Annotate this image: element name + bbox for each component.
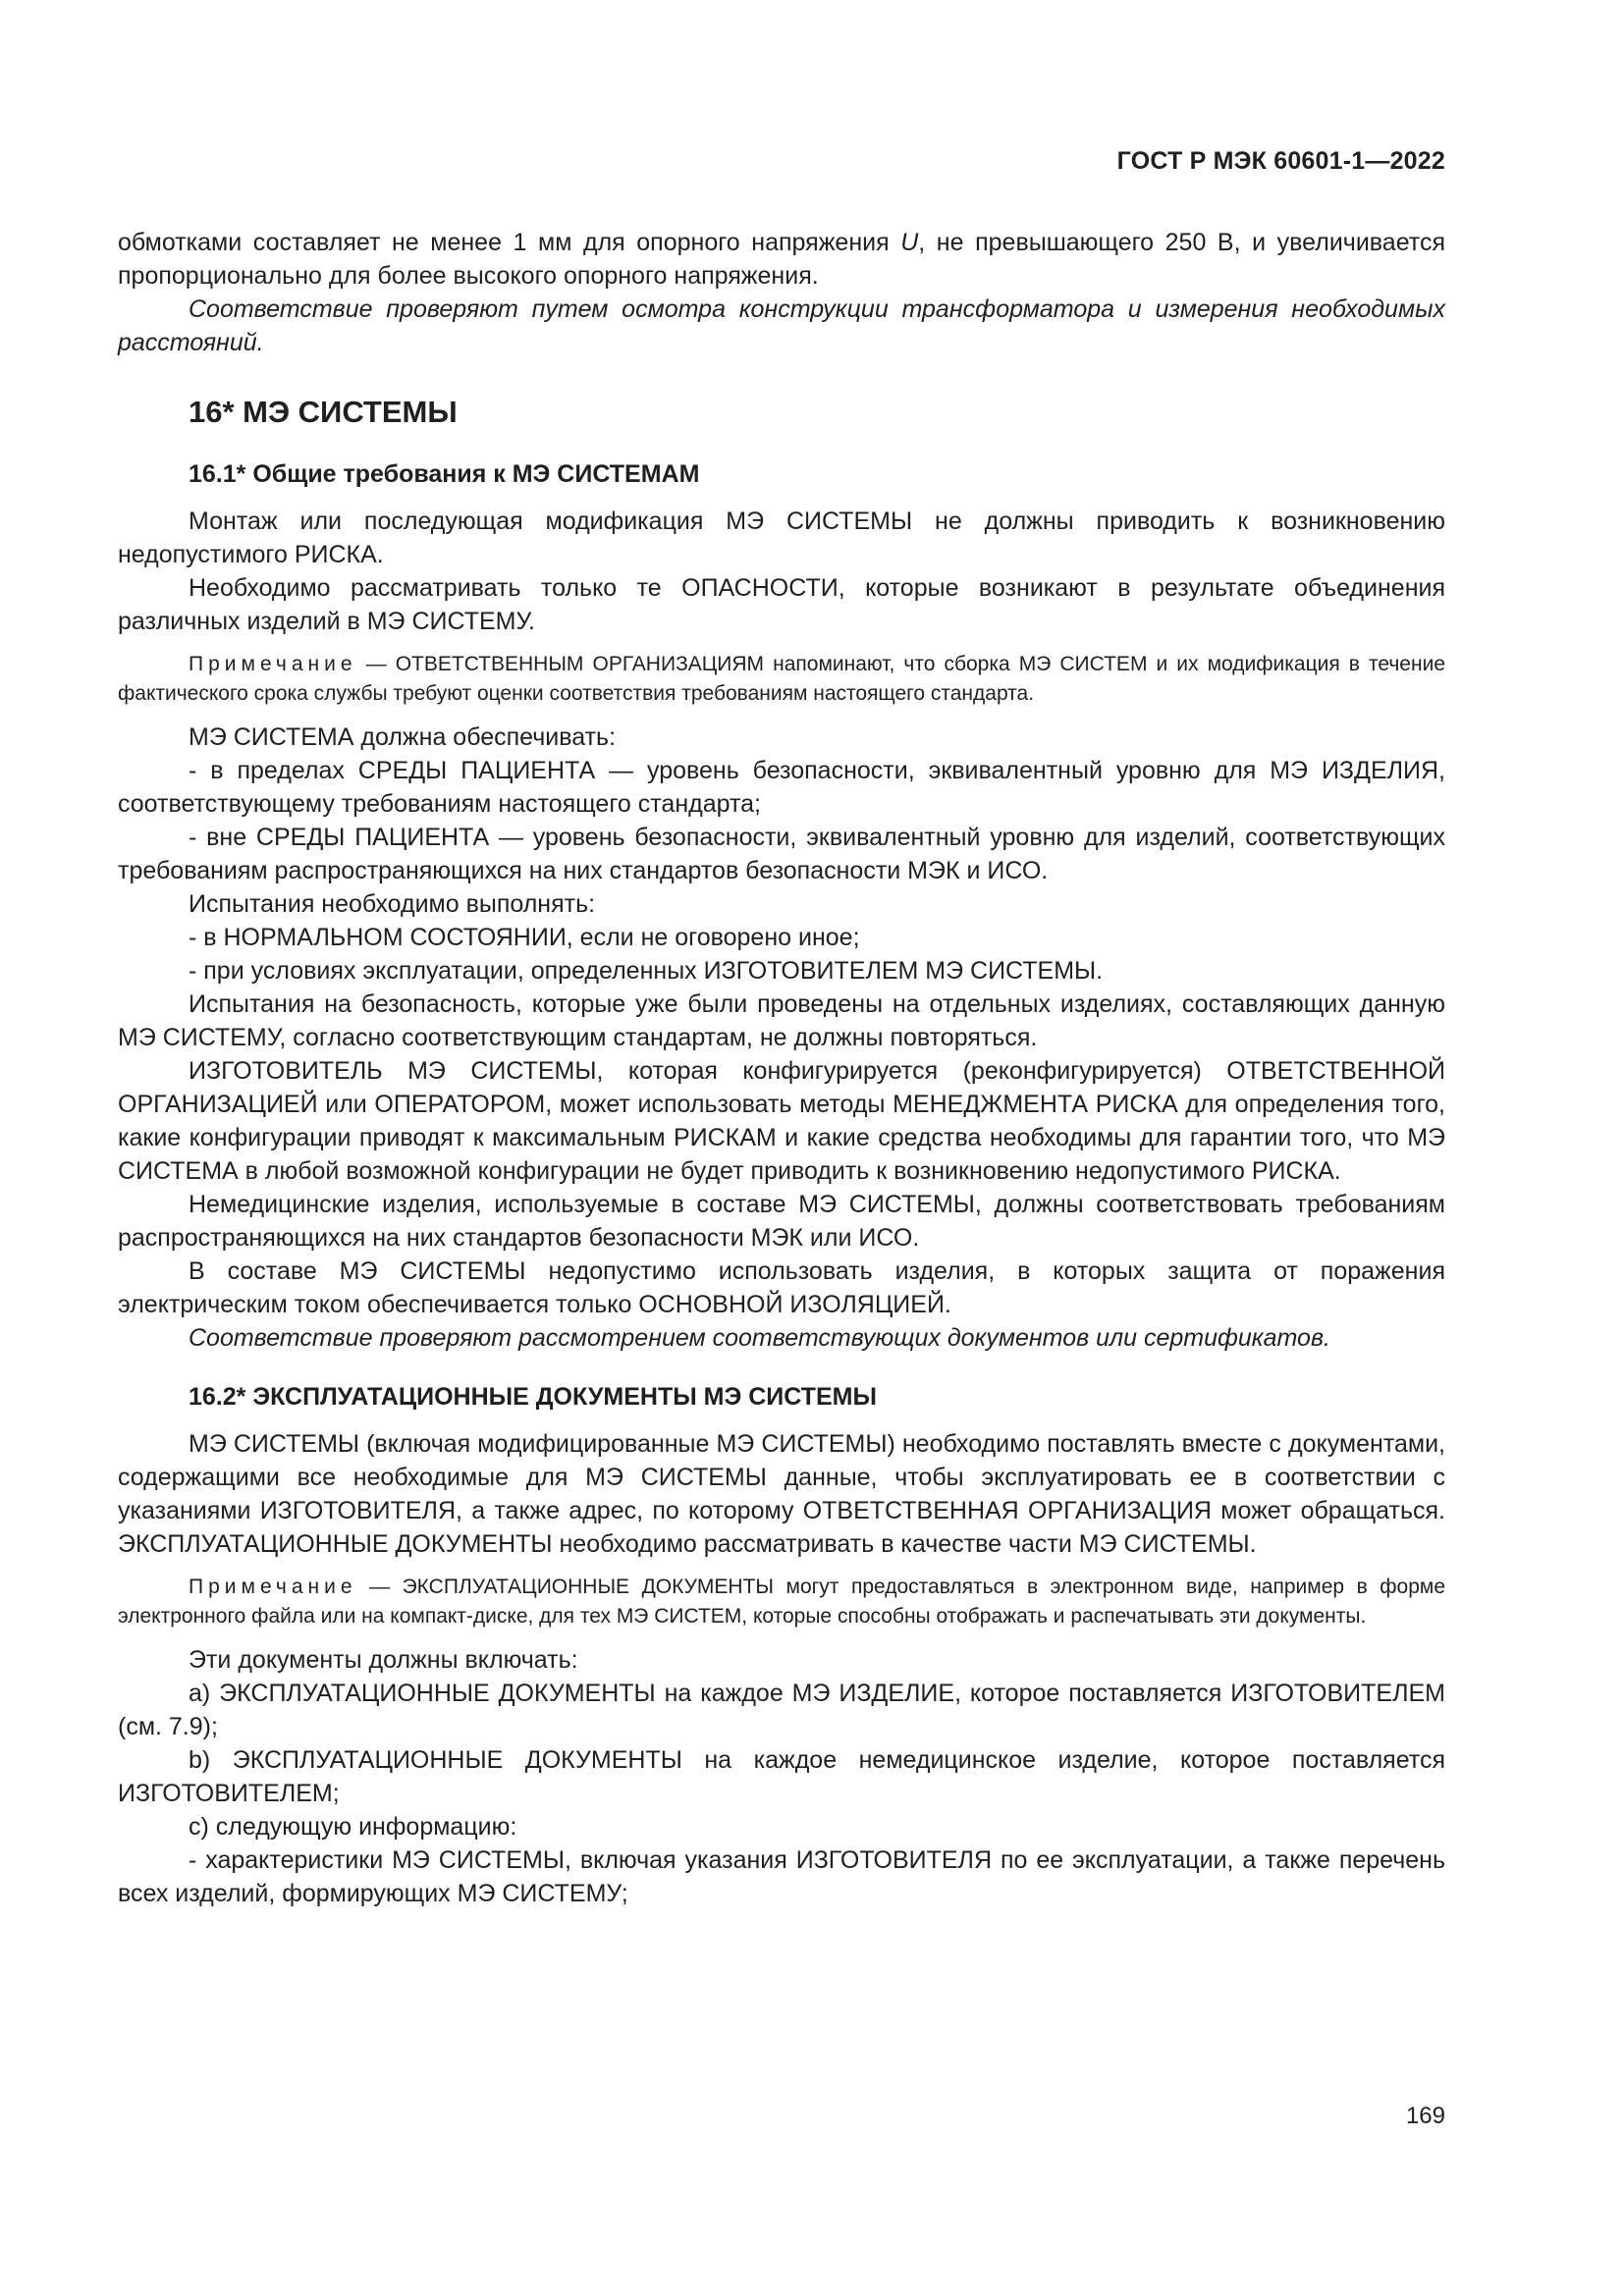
intro-compliance: Соответствие проверяют путем осмотра конструкции трансформатора и измерения необходимых расстояний. bbox=[118, 295, 1445, 356]
s161-paragraph-7: - в НОРМАЛЬНОМ СОСТОЯНИИ, если не оговорено иное; bbox=[189, 924, 860, 951]
note-text: — ЭКСПЛУАТАЦИОННЫЕ ДОКУМЕНТЫ могут предоставляться в электронном виде, например в форме электронного файла или на компакт-диске, для тех МЭ СИСТЕМ, которые способны отображать и распечатывать эти документы. bbox=[118, 1575, 1445, 1628]
intro-text-a: обмотками составляет не менее 1 мм для опорного напряжения bbox=[118, 229, 901, 256]
s161-compliance: Соответствие проверяют рассмотрением соответствующих документов или сертификатов. bbox=[189, 1324, 1330, 1352]
section-16-2-title: 16.2* ЭКСПЛУАТАЦИОННЫЕ ДОКУМЕНТЫ МЭ СИСТЕМЫ bbox=[189, 1383, 877, 1411]
intro-text-b: , не превышающего 250 В, и увеличивается пропорционально для более высокого опорного напряжения. bbox=[118, 229, 1445, 290]
section-16-title: 16* МЭ СИСТЕМЫ bbox=[189, 395, 458, 429]
s161-paragraph-8: - при условиях эксплуатации, определенных ИЗГОТОВИТЕЛЕМ МЭ СИСТЕМЫ. bbox=[189, 957, 1104, 985]
document-body bbox=[118, 226, 1445, 1910]
s161-paragraph-11: Немедицинские изделия, используемые в составе МЭ СИСТЕМЫ, должны соответствовать требованиям распространяющихся на них стандартов безопасности МЭК или ИСО. bbox=[118, 1191, 1445, 1252]
s161-paragraph-10: ИЗГОТОВИТЕЛЬ МЭ СИСТЕМЫ, которая конфигурируется (реконфигурируется) ОТВЕТСТВЕННОЙ ОРГАНИЗАЦИЕЙ или ОПЕРАТОРОМ, может использовать методы МЕНЕДЖМЕНТА РИСКА для определения того, какие конфигурации приводят к максимальным РИСКАМ и какие средства необходимы для гарантии того, что МЭ СИСТЕМА в любой возможной конфигурации не будет приводить к возникновению недопустимого РИСКА. bbox=[118, 1057, 1445, 1185]
s161-paragraph-5: - вне СРЕДЫ ПАЦИЕНТА — уровень безопасности, эквивалентный уровню для изделий, соответствующих требованиям распространяющихся на них стандартов безопасности МЭК и ИСО. bbox=[118, 824, 1445, 884]
note-label: Примечание bbox=[189, 1575, 357, 1598]
s162-item-a: a) ЭКСПЛУАТАЦИОННЫЕ ДОКУМЕНТЫ на каждое МЭ ИЗДЕЛИЕ, которое поставляется ИЗГОТОВИТЕЛЕМ (см. 7.9); bbox=[118, 1680, 1445, 1740]
voltage-symbol: U bbox=[900, 229, 919, 256]
note-text: — ОТВЕТСТВЕННЫМ ОРГАНИЗАЦИЯМ напоминают, что сборка МЭ СИСТЕМ и их модификация в течение фактического срока службы требуют оценки соответствия требованиям настоящего стандарта. bbox=[118, 653, 1445, 705]
s162-paragraph-1: МЭ СИСТЕМЫ (включая модифицированные МЭ СИСТЕМЫ) необходимо поставлять вместе с документами, содержащими все необходимые для МЭ СИСТЕМЫ данные, чтобы эксплуатировать ее в соответствии с указаниями ИЗГОТОВИТЕЛЯ, а также адрес, по которому ОТВЕТСТВЕННАЯ ОРГАНИЗАЦИЯ может обращаться. ЭКСПЛУАТАЦИОННЫЕ ДОКУМЕНТЫ необходимо рассматривать в качестве части МЭ СИСТЕМЫ. bbox=[118, 1430, 1445, 1558]
s162-item-b: b) ЭКСПЛУАТАЦИОННЫЕ ДОКУМЕНТЫ на каждое немедицинское изделие, которое поставляется ИЗГОТОВИТЕЛЕМ; bbox=[118, 1746, 1445, 1807]
s161-paragraph-2: Необходимо рассматривать только те ОПАСНОСТИ, которые возникают в результате объединения различных изделий в МЭ СИСТЕМУ. bbox=[118, 574, 1445, 635]
document-id-header: ГОСТ Р МЭК 60601-1—2022 bbox=[1116, 147, 1445, 175]
s161-paragraph-12: В составе МЭ СИСТЕМЫ недопустимо использовать изделия, в которых защита от поражения электрическим током обеспечивается только ОСНОВНОЙ ИЗОЛЯЦИЕЙ. bbox=[118, 1257, 1445, 1318]
s162-item-c-1: - характеристики МЭ СИСТЕМЫ, включая указания ИЗГОТОВИТЕЛЯ по ее эксплуатации, а также перечень всех изделий, формирующих МЭ СИСТЕМУ; bbox=[118, 1846, 1445, 1907]
s162-item-c: c) следующую информацию: bbox=[189, 1813, 517, 1841]
intro-paragraph-1 bbox=[118, 226, 1445, 293]
page-number: 169 bbox=[1405, 2103, 1445, 2129]
s161-paragraph-4: - в пределах СРЕДЫ ПАЦИЕНТА — уровень безопасности, эквивалентный уровню для МЭ ИЗДЕЛИЯ, соответствующему требованиям настоящего стандарта; bbox=[118, 757, 1445, 818]
s162-paragraph-2: Эти документы должны включать: bbox=[189, 1646, 578, 1674]
s161-paragraph-1: Монтаж или последующая модификация МЭ СИСТЕМЫ не должны приводить к возникновению недопустимого РИСКА. bbox=[118, 507, 1445, 568]
s161-paragraph-6: Испытания необходимо выполнять: bbox=[189, 890, 596, 918]
s161-note bbox=[118, 650, 1445, 709]
note-label: Примечание bbox=[189, 653, 357, 675]
section-16-1-title: 16.1* Общие требования к МЭ СИСТЕМАМ bbox=[189, 460, 700, 488]
s161-paragraph-3: МЭ СИСТЕМА должна обеспечивать: bbox=[189, 723, 617, 751]
s161-paragraph-9: Испытания на безопасность, которые уже были проведены на отдельных изделиях, составляющих данную МЭ СИСТЕМУ, согласно соответствующим стандартам, не должны повторяться. bbox=[118, 990, 1445, 1051]
s162-note bbox=[118, 1573, 1445, 1631]
